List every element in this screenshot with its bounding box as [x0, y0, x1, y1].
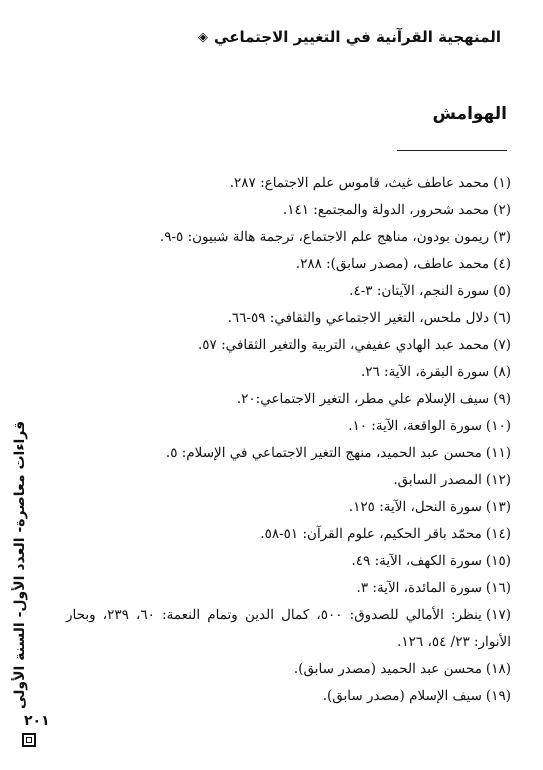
footnote-item [66, 224, 511, 251]
footnote-number: (١٩) [485, 688, 511, 704]
footnote-text: سيف الإسلام (مصدر سابق). [322, 688, 482, 704]
square-frame-icon [22, 733, 36, 747]
footnote-number: (١٠) [485, 418, 511, 434]
footnote-item [66, 602, 511, 656]
footnote-number: (١٢) [485, 472, 511, 488]
footnote-item [66, 440, 511, 467]
footnote-number: (٨) [493, 364, 511, 380]
heading-divider [397, 150, 507, 151]
page-number: ٢٠١ [24, 713, 50, 729]
footnote-number: (٤) [493, 256, 511, 272]
header-title: المنهجية القرآنية في التغيير الاجتماعي [214, 28, 501, 46]
footnote-number: (١٦) [485, 580, 511, 596]
footnote-item [66, 305, 511, 332]
footnote-item [66, 548, 511, 575]
footnote-item [66, 386, 511, 413]
footnote-text: محسن عبد الحميد، منهج التغير الاجتماعي في الإسلام: ٥. [165, 445, 482, 461]
footnote-text: سورة المائدة، الآية: ٣. [356, 580, 482, 596]
footnote-item [66, 413, 511, 440]
footnote-number: (٧) [493, 337, 511, 353]
footnote-item [66, 494, 511, 521]
section-heading: الهوامش [432, 104, 507, 124]
footnote-item [66, 359, 511, 386]
footnote-text: محمد عبد الهادي عفيفي، التربية والتغير الثقافي: ٥٧. [198, 337, 490, 353]
footnote-item [66, 332, 511, 359]
footnote-number: (١٥) [485, 553, 511, 569]
footnote-item [66, 683, 511, 710]
footnote-text: سورة البقرة، الآية: ٢٦. [360, 364, 490, 380]
footnote-number: (١٣) [485, 499, 511, 515]
footnote-text: محسن عبد الحميد (مصدر سابق). [293, 661, 482, 677]
footnote-number: (١) [493, 175, 511, 191]
footnote-item [66, 278, 511, 305]
footnote-text: سيف الإسلام علي مطر، التغير الاجتماعي:٢٠. [236, 391, 490, 407]
footnote-number: (٩) [493, 391, 511, 407]
footnote-text: سورة النجم، الآيتان: ٣-٤. [349, 283, 490, 299]
footnote-text: المصدر السابق. [393, 472, 482, 488]
footnote-text: ريمون بودون، مناهج علم الاجتماع، ترجمة هالة شبيون: ٥-٩. [159, 229, 490, 245]
running-header [198, 28, 501, 46]
footnote-item [66, 467, 511, 494]
footnote-item [66, 251, 511, 278]
footnote-item [66, 197, 511, 224]
footnote-number: (١٧) [485, 607, 512, 623]
diamond-ornament-icon: ◈ [198, 29, 209, 45]
footnote-text: سورة الكهف، الآية: ٤٩. [351, 553, 482, 569]
footnote-text: محمد عاطف، (مصدر سابق): ٢٨٨. [295, 256, 490, 272]
footnote-text: محمّد باقر الحكيم، علوم القرآن: ٥١-٥٨. [260, 526, 482, 542]
footnote-number: (١١) [485, 445, 511, 461]
footnote-text: محمد عاطف غيث، قاموس علم الاجتماع: ٢٨٧. [229, 175, 490, 191]
footnote-text: ينظر: الأمالي للصدوق: ٥٠٠، كمال الدين وتمام النعمة: ٦٠، ٢٣٩، وبحار الأنوار: ٢٣/ ٥٤، ١٢٦. [66, 607, 511, 650]
footnote-item [66, 521, 511, 548]
footnote-number: (٢) [493, 202, 511, 218]
footnote-text: سورة النحل، الآية: ١٢٥. [348, 499, 482, 515]
footnote-number: (٣) [493, 229, 511, 245]
footnote-number: (٥) [493, 283, 511, 299]
footnote-number: (٦) [493, 310, 511, 326]
footnote-number: (١٤) [485, 526, 511, 542]
footnote-text: دلال ملحس، التغير الاجتماعي والثقافي: ٥٩-٦٦. [227, 310, 490, 326]
footnote-item [66, 656, 511, 683]
journal-side-title: قراءات معاصرة- العدد الأول- السنة الأولى [12, 420, 28, 710]
footnote-item [66, 575, 511, 602]
footnotes-list [66, 170, 511, 710]
footnote-text: محمد شحرور، الدولة والمجتمع: ١٤١. [282, 202, 490, 218]
footnote-text: سورة الواقعة، الآية: ١٠. [348, 418, 482, 434]
footnote-number: (١٨) [485, 661, 511, 677]
footnote-item [66, 170, 511, 197]
